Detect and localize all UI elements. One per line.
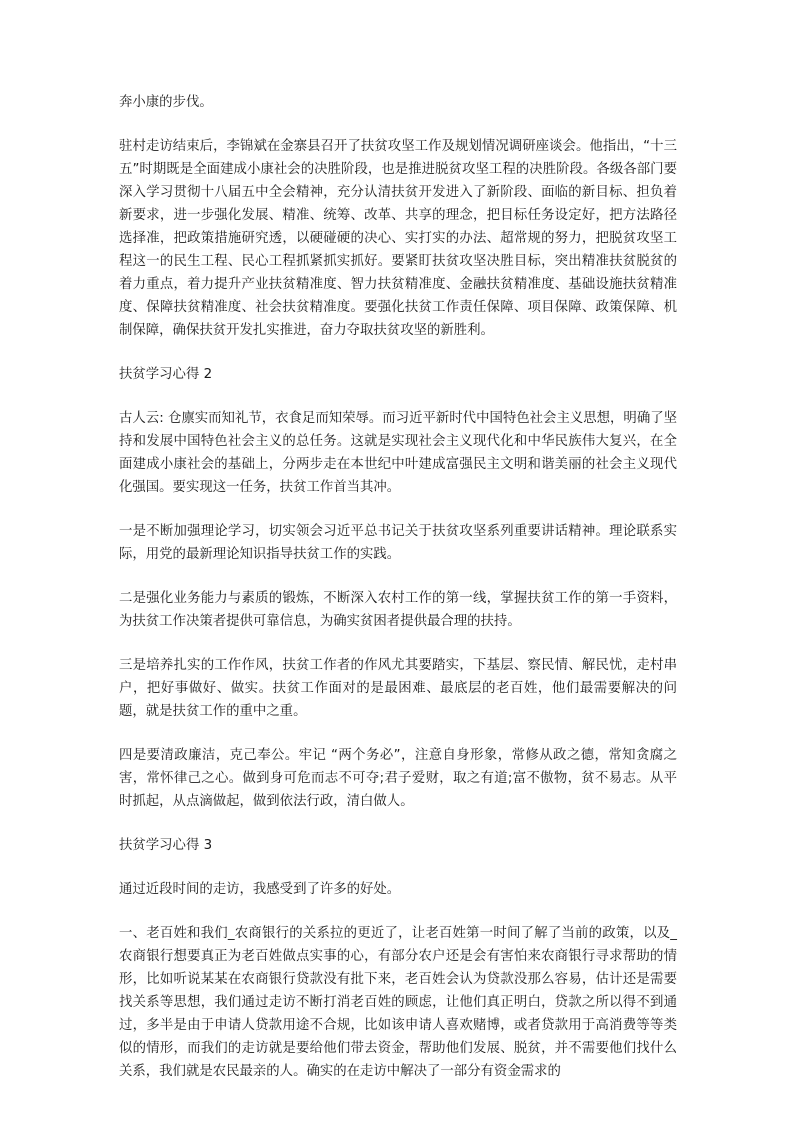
paragraph-benefit-one: 一、老百姓和我们_农商银行的关系拉的更近了，让老百姓第一时间了解了当前的政策，以及_农商银行想要真正为老百姓做点实事的心，有部分农户还是会有害怕来农商银行寻求帮助的情形，比如听说某某在农商银行贷款没有批下来，老百姓会认为贷款没那么容易，估计还是需要找关系等思想，我们通过走访不断打消老百姓的顾虑，让他们真正明白，贷款之所以得不到通过，多半是由于申请人贷款用途不合规，比如该申请人喜欢赌博，或者贷款用于高消费等等类似的情形，而我们的走访就是要给他们带去资金，帮助他们发展、脱贫，并不需要他们找什么关系，我们就是农民最亲的人。确实的在走访中解决了一部分有资金需求的 (119, 926, 677, 1079)
paragraph-point-three: 三是培养扎实的工作作风，扶贫工作者的作风尤其要踏实，下基层、察民情、解民忧，走村串户，把好事做好、做实。扶贫工作面对的是最困难、最底层的老百姓，他们最需要解决的问题，就是扶贫工作的重中之重。 (119, 658, 677, 719)
section-heading-3: 扶贫学习心得 3 (119, 838, 213, 853)
paragraph-ancient-quote: 古人云: 仓廪实而知礼节，衣食足而知荣辱。而习近平新时代中国特色社会主义思想，明确了坚持和发展中国特色社会主义的总任务。这就是实现社会主义现代化和中华民族伟大复兴，在全面建成小康社会的基础上，分两步走在本世纪中叶建成富强民主文明和谐美丽的社会主义现代化强国。要实现这一任务，扶贫工作首当其冲。 (119, 411, 677, 495)
paragraph-intro-tail: 奔小康的步伐。 (119, 95, 213, 110)
paragraph-point-four: 四是要清政廉洁，克己奉公。牢记 “两个务必”，注意自身形象，常修从政之德，常知贪腐之害，常怀律己之心。做到身可危而志不可夺;君子爱财，取之有道;富不傲物，贫不易志。从平时抓起，从点滴做起，做到依法行政，清白做人。 (119, 748, 677, 809)
paragraph-visit-summary: 驻村走访结束后，李锦斌在金寨县召开了扶贫攻坚工作及规划情况调研座谈会。他指出，“十三五”时期既是全面建成小康社会的决胜阶段，也是推进脱贫攻坚工程的决胜阶段。各级各部门要深入学习贯彻十八届五中全会精神，充分认清扶贫开发进入了新阶段、面临的新目标、担负着新要求，进一步强化发展、精准、统筹、改革、共享的理念，把目标任务设定好，把方法路径选择准，把政策措施研究透，以硬碰硬的决心、实打实的办法、超常规的努力，把脱贫攻坚工程这一的民生工程、民心工程抓紧抓实抓好。要紧盯扶贫攻坚决胜目标，突出精准扶贫脱贫的着力重点，着力提升产业扶贫精准度、智力扶贫精准度、金融扶贫精准度、基础设施扶贫精准度、保障扶贫精准度、社会扶贫精准度。要强化扶贫工作责任保障、项目保障、政策保障、机制保障，确保扶贫开发扎实推进，奋力夺取扶贫攻坚的新胜利。 (119, 139, 677, 338)
section-heading-2: 扶贫学习心得 2 (119, 367, 213, 382)
document-page (119, 91, 677, 1104)
paragraph-point-two: 二是强化业务能力与素质的锻炼，不断深入农村工作的第一线，掌握扶贫工作的第一手资料，为扶贫工作决策者提供可靠信息，为确实贫困者提供最合理的扶持。 (119, 591, 677, 629)
paragraph-point-one: 一是不断加强理论学习，切实领会习近平总书记关于扶贫攻坚系列重要讲话精神。理论联系实际，用党的最新理论知识指导扶贫工作的实践。 (119, 524, 677, 562)
paragraph-visit-benefits: 通过近段时间的走访，我感受到了许多的好处。 (119, 882, 401, 897)
